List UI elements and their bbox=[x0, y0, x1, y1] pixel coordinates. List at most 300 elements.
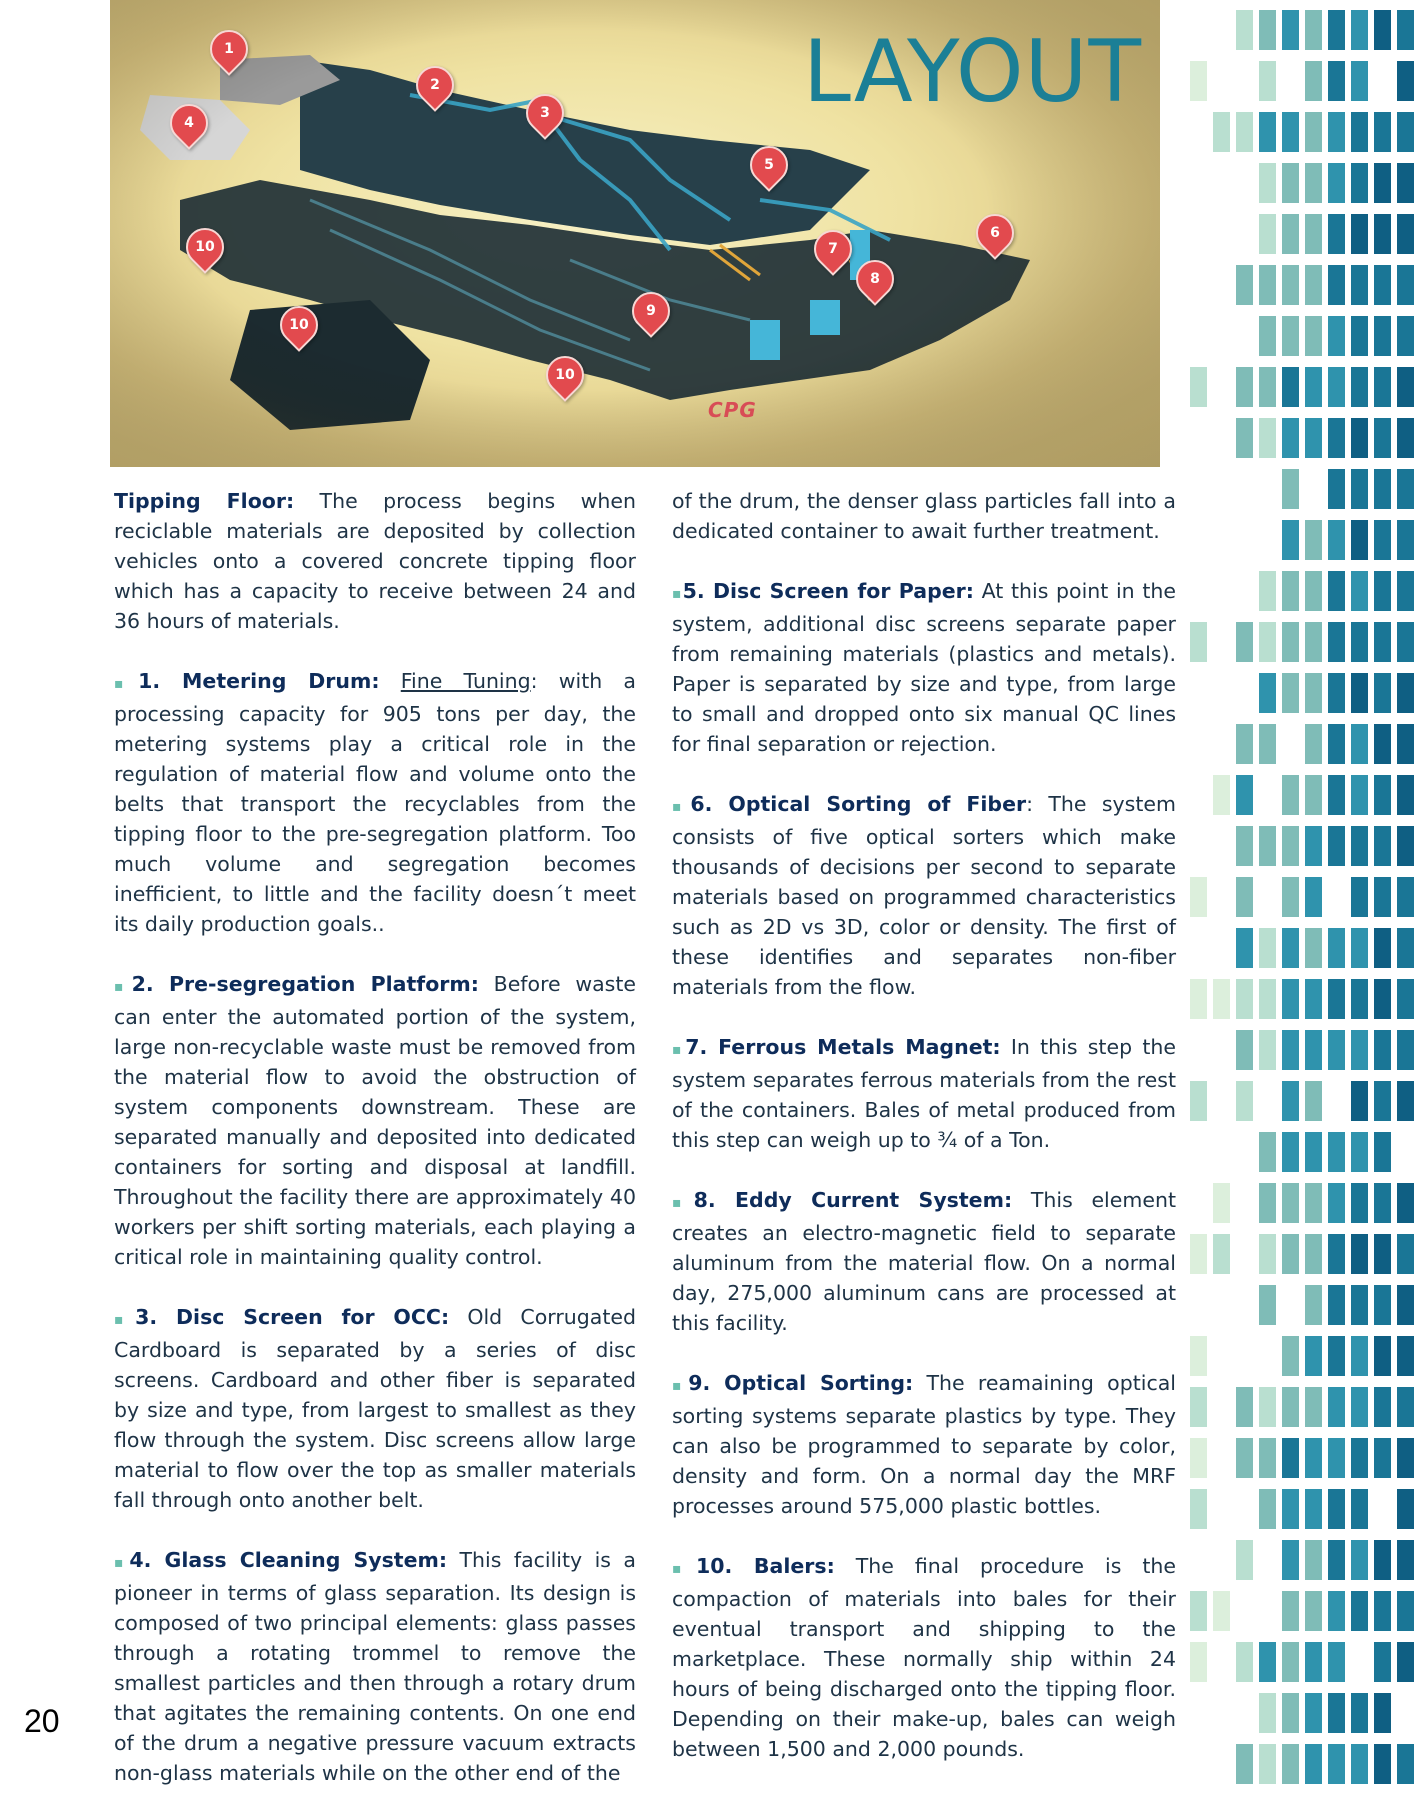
mosaic-tile bbox=[1328, 1693, 1345, 1733]
section-body: The reamaining optical sorting systems separate plastics by type. They can also be programmed to separate by color, density and form. On a normal day the MRF processes around 575,000 plastic bottles. bbox=[672, 1371, 1176, 1518]
mosaic-tile bbox=[1397, 418, 1414, 458]
mosaic-tile bbox=[1397, 877, 1414, 917]
mosaic-tile bbox=[1374, 418, 1391, 458]
mosaic-tile bbox=[1305, 622, 1322, 662]
mosaic-tile bbox=[1259, 673, 1276, 713]
map-pin-10c: 10 bbox=[538, 348, 592, 402]
mosaic-tile bbox=[1374, 214, 1391, 254]
mosaic-tile bbox=[1259, 1642, 1276, 1682]
mosaic-tile bbox=[1282, 469, 1299, 509]
section-heading: 7. Ferrous Metals Magnet: bbox=[685, 1035, 1001, 1059]
mosaic-tile bbox=[1374, 367, 1391, 407]
mosaic-tile bbox=[1282, 1489, 1299, 1529]
section-heading: 1. Metering Drum: bbox=[138, 669, 380, 693]
mosaic-tile bbox=[1213, 979, 1230, 1019]
section-body: This element creates an electro-magnetic field to separate aluminum from the material flow. On a normal day, 275,000 aluminum cans are processed at this facility. bbox=[672, 1188, 1176, 1335]
bullet-icon: ▪ bbox=[114, 676, 139, 692]
mosaic-tile bbox=[1374, 1540, 1391, 1580]
mosaic-tile bbox=[1397, 1744, 1414, 1784]
mosaic-tile bbox=[1374, 571, 1391, 611]
mosaic-tile bbox=[1328, 61, 1345, 101]
section-metering-drum bbox=[114, 666, 636, 939]
cpg-logo: CPG bbox=[708, 398, 757, 422]
mosaic-tile bbox=[1305, 1081, 1322, 1121]
mosaic-tile bbox=[1397, 1438, 1414, 1478]
mosaic-tile bbox=[1397, 1489, 1414, 1529]
mosaic-tile bbox=[1374, 265, 1391, 305]
map-pin-10b: 10 bbox=[272, 298, 326, 352]
mosaic-tile bbox=[1282, 826, 1299, 866]
mosaic-tile bbox=[1282, 1081, 1299, 1121]
mosaic-tile bbox=[1236, 928, 1253, 968]
mosaic-tile bbox=[1328, 1438, 1345, 1478]
mosaic-tile bbox=[1259, 1183, 1276, 1223]
mosaic-tile bbox=[1374, 1438, 1391, 1478]
mosaic-tile bbox=[1305, 1642, 1322, 1682]
mosaic-tile bbox=[1351, 1489, 1368, 1529]
section-ferrous-magnet bbox=[672, 1032, 1176, 1155]
mosaic-tile bbox=[1397, 979, 1414, 1019]
mosaic-tile bbox=[1259, 622, 1276, 662]
mosaic-tile bbox=[1190, 1081, 1207, 1121]
mosaic-tile bbox=[1259, 418, 1276, 458]
mosaic-tile bbox=[1328, 826, 1345, 866]
section-heading: 6. Optical Sorting of Fiber bbox=[690, 792, 1027, 816]
mosaic-tile bbox=[1374, 775, 1391, 815]
mosaic-tile bbox=[1397, 1183, 1414, 1223]
mosaic-tile bbox=[1305, 1285, 1322, 1325]
mosaic-tile bbox=[1282, 877, 1299, 917]
mosaic-tile bbox=[1305, 1387, 1322, 1427]
section-body: The final procedure is the compaction of materials into bales for their eventual transport and shipping to the marketplace. These normally ship within 24 hours of being discharged onto the tipping floor. Depending on their make-up, bales can weigh between 1,500 and 2,000 pounds. bbox=[672, 1554, 1176, 1761]
mosaic-tile bbox=[1351, 469, 1368, 509]
mosaic-tile bbox=[1328, 112, 1345, 152]
mosaic-tile bbox=[1282, 775, 1299, 815]
mosaic-tile bbox=[1328, 367, 1345, 407]
mosaic-tile bbox=[1236, 622, 1253, 662]
mosaic-tile bbox=[1305, 316, 1322, 356]
section-body: This facility is a pioneer in terms of glass separation. Its design is composed of two principal elements: glass passes through a rotating trommel to remove the smallest particles and then through a rotary drum that agitates the remaining contents. On one end of the drum a negative pressure vacuum extracts non-glass materials while on the other end of the bbox=[114, 1548, 636, 1785]
mosaic-tile bbox=[1374, 826, 1391, 866]
section-body: : with a processing capacity for 905 tons per day, the metering systems play a critical role in the regulation of material flow and volume onto the belts that transport the recyclables from the tipping floor to the pre-segregation platform. Too much volume and segregation becomes inefficient, to little and the facility doesn´t meet its daily production goals.. bbox=[114, 669, 636, 936]
section-heading: 8. Eddy Current System: bbox=[693, 1188, 1013, 1212]
mosaic-tile bbox=[1397, 724, 1414, 764]
mosaic-tile bbox=[1374, 316, 1391, 356]
mosaic-tile bbox=[1259, 1387, 1276, 1427]
mosaic-tile bbox=[1259, 1693, 1276, 1733]
mosaic-tile bbox=[1351, 520, 1368, 560]
map-pin-6: 6 bbox=[968, 206, 1022, 260]
section-optical-sorting bbox=[672, 1368, 1176, 1521]
mosaic-tile bbox=[1305, 979, 1322, 1019]
mosaic-tile bbox=[1282, 1744, 1299, 1784]
mosaic-tile bbox=[1282, 214, 1299, 254]
mosaic-tile bbox=[1282, 673, 1299, 713]
section-heading: 5. Disc Screen for Paper: bbox=[682, 579, 974, 603]
mosaic-tile bbox=[1351, 163, 1368, 203]
mosaic-tile bbox=[1328, 1285, 1345, 1325]
mosaic-tile bbox=[1305, 61, 1322, 101]
section-optical-fiber bbox=[672, 789, 1176, 1002]
mosaic-tile bbox=[1190, 1336, 1207, 1376]
mosaic-tile bbox=[1374, 1744, 1391, 1784]
mosaic-tile bbox=[1351, 1387, 1368, 1427]
mosaic-tile bbox=[1351, 673, 1368, 713]
mosaic-tile bbox=[1305, 418, 1322, 458]
mosaic-tile bbox=[1374, 112, 1391, 152]
mosaic-tile bbox=[1374, 163, 1391, 203]
mosaic-tile bbox=[1282, 1693, 1299, 1733]
mosaic-tile bbox=[1190, 1591, 1207, 1631]
mosaic-tile bbox=[1374, 928, 1391, 968]
bullet-icon: ▪ bbox=[672, 1561, 696, 1577]
mosaic-tile bbox=[1328, 520, 1345, 560]
mosaic-tile bbox=[1351, 1744, 1368, 1784]
section-body: Before waste can enter the automated portion of the system, large non-recyclable waste must be removed from the material flow to avoid the obstruction of system components downstream. These are separated manually and deposited into dedicated containers for sorting and disposal at landfill. Throughout the facility there are approximately 40 workers per shift sorting materials, each playing a critical role in maintaining quality control. bbox=[114, 972, 636, 1269]
mosaic-tile bbox=[1236, 112, 1253, 152]
mosaic-tile bbox=[1328, 1744, 1345, 1784]
mosaic-tile bbox=[1259, 1234, 1276, 1274]
mosaic-tile bbox=[1351, 877, 1368, 917]
mosaic-tile bbox=[1397, 112, 1414, 152]
mosaic-tile bbox=[1282, 1030, 1299, 1070]
mosaic-tile bbox=[1328, 316, 1345, 356]
mosaic-tile bbox=[1328, 775, 1345, 815]
mosaic-tile bbox=[1397, 265, 1414, 305]
mosaic-tile bbox=[1190, 1489, 1207, 1529]
mosaic-tile bbox=[1305, 1591, 1322, 1631]
mosaic-tile bbox=[1282, 1183, 1299, 1223]
mosaic-tile bbox=[1374, 1591, 1391, 1631]
mosaic-tile bbox=[1351, 10, 1368, 50]
mosaic-tile bbox=[1190, 622, 1207, 662]
mosaic-tile bbox=[1351, 775, 1368, 815]
map-pin-2: 2 bbox=[408, 58, 462, 112]
mosaic-tile bbox=[1351, 1234, 1368, 1274]
mosaic-tile bbox=[1305, 1540, 1322, 1580]
mosaic-tile bbox=[1282, 112, 1299, 152]
mosaic-tile bbox=[1259, 979, 1276, 1019]
mosaic-tile bbox=[1328, 673, 1345, 713]
mosaic-tile bbox=[1374, 979, 1391, 1019]
section-eddy-current bbox=[672, 1185, 1176, 1338]
mosaic-tile bbox=[1374, 1387, 1391, 1427]
mosaic-tile bbox=[1282, 316, 1299, 356]
mosaic-tile bbox=[1282, 163, 1299, 203]
mosaic-tile bbox=[1190, 877, 1207, 917]
mosaic-tile bbox=[1282, 520, 1299, 560]
mosaic-tile bbox=[1397, 1387, 1414, 1427]
mosaic-tile bbox=[1305, 1693, 1322, 1733]
mosaic-tile bbox=[1328, 1234, 1345, 1274]
mosaic-tile bbox=[1328, 1183, 1345, 1223]
section-heading: 9. Optical Sorting: bbox=[688, 1371, 914, 1395]
section-pre-segregation bbox=[114, 969, 636, 1272]
mosaic-tile bbox=[1305, 10, 1322, 50]
mosaic-tile bbox=[1305, 112, 1322, 152]
mosaic-tile bbox=[1305, 1030, 1322, 1070]
mosaic-tile bbox=[1397, 673, 1414, 713]
mosaic-tile bbox=[1213, 1183, 1230, 1223]
section-tipping-floor bbox=[114, 486, 636, 636]
mosaic-tile bbox=[1351, 1438, 1368, 1478]
mosaic-tile bbox=[1374, 469, 1391, 509]
mosaic-tile bbox=[1259, 61, 1276, 101]
mosaic-tile bbox=[1282, 1336, 1299, 1376]
mosaic-tile bbox=[1236, 1642, 1253, 1682]
mosaic-tile bbox=[1305, 1336, 1322, 1376]
section-glass-cleaning bbox=[114, 1545, 636, 1788]
mosaic-tile bbox=[1282, 622, 1299, 662]
mosaic-tile bbox=[1305, 214, 1322, 254]
mosaic-tile bbox=[1259, 1132, 1276, 1172]
mosaic-tile bbox=[1282, 571, 1299, 611]
mosaic-tile bbox=[1374, 1693, 1391, 1733]
mosaic-tile bbox=[1282, 928, 1299, 968]
mosaic-tile bbox=[1282, 1438, 1299, 1478]
mosaic-tile bbox=[1351, 622, 1368, 662]
mosaic-tile bbox=[1397, 520, 1414, 560]
mosaic-tile bbox=[1305, 265, 1322, 305]
mosaic-tile bbox=[1397, 1591, 1414, 1631]
mosaic-tile bbox=[1374, 1030, 1391, 1070]
mosaic-tile bbox=[1328, 1030, 1345, 1070]
mosaic-tile bbox=[1282, 265, 1299, 305]
mosaic-tile bbox=[1305, 928, 1322, 968]
page-number: 20 bbox=[24, 1703, 60, 1739]
mosaic-tile bbox=[1328, 1336, 1345, 1376]
mosaic-tile bbox=[1328, 418, 1345, 458]
mosaic-tile bbox=[1259, 724, 1276, 764]
mosaic-tile bbox=[1351, 1285, 1368, 1325]
mosaic-tile bbox=[1259, 1285, 1276, 1325]
section-body: At this point in the system, additional disc screens separate paper from remaining materials (plastics and metals). Paper is separated by size and type, from large to small and dropped onto six manual QC lines for final separation or rejection. bbox=[672, 579, 1176, 756]
mosaic-tile bbox=[1236, 1540, 1253, 1580]
map-pin-3: 3 bbox=[518, 86, 572, 140]
mosaic-tile bbox=[1328, 571, 1345, 611]
mosaic-tile bbox=[1328, 10, 1345, 50]
mosaic-tile bbox=[1236, 877, 1253, 917]
mosaic-tile bbox=[1328, 928, 1345, 968]
mosaic-tile bbox=[1397, 1642, 1414, 1682]
mosaic-tile bbox=[1328, 1591, 1345, 1631]
mosaic-tile bbox=[1236, 367, 1253, 407]
mosaic-tile bbox=[1213, 1591, 1230, 1631]
section-disc-screen-occ bbox=[114, 1302, 636, 1515]
map-pin-1: 1 bbox=[202, 22, 256, 76]
mosaic-tile bbox=[1397, 571, 1414, 611]
mosaic-tile bbox=[1351, 418, 1368, 458]
section-heading: Tipping Floor: bbox=[114, 489, 295, 513]
mosaic-tile bbox=[1374, 724, 1391, 764]
mosaic-tile bbox=[1305, 520, 1322, 560]
mosaic-tile bbox=[1374, 1081, 1391, 1121]
mosaic-tile bbox=[1328, 1540, 1345, 1580]
mosaic-tile bbox=[1236, 1744, 1253, 1784]
mosaic-tile bbox=[1259, 265, 1276, 305]
mosaic-tile bbox=[1190, 61, 1207, 101]
mosaic-tile bbox=[1305, 724, 1322, 764]
mosaic-tile bbox=[1397, 1336, 1414, 1376]
section-heading: 2. Pre-segregation Platform: bbox=[131, 972, 479, 996]
mosaic-tile bbox=[1328, 1489, 1345, 1529]
mosaic-tile bbox=[1397, 214, 1414, 254]
mosaic-tile bbox=[1259, 163, 1276, 203]
bullet-icon: ▪ bbox=[114, 1312, 136, 1328]
bullet-icon: ▪ bbox=[672, 1195, 694, 1211]
mosaic-tile bbox=[1305, 1132, 1322, 1172]
mosaic-tile bbox=[1305, 1183, 1322, 1223]
map-pin-5: 5 bbox=[742, 138, 796, 192]
mosaic-tile bbox=[1305, 775, 1322, 815]
mosaic-tile bbox=[1282, 1234, 1299, 1274]
mosaic-tile bbox=[1259, 214, 1276, 254]
mosaic-tile bbox=[1282, 1387, 1299, 1427]
mosaic-tile bbox=[1213, 775, 1230, 815]
mosaic-tile bbox=[1397, 61, 1414, 101]
mosaic-tile bbox=[1190, 1387, 1207, 1427]
mosaic-tile bbox=[1351, 571, 1368, 611]
mosaic-tile bbox=[1351, 1081, 1368, 1121]
mosaic-tile bbox=[1259, 1489, 1276, 1529]
mosaic-tile bbox=[1305, 673, 1322, 713]
mosaic-tile bbox=[1236, 979, 1253, 1019]
mosaic-tile bbox=[1397, 1540, 1414, 1580]
mosaic-tile bbox=[1328, 1132, 1345, 1172]
mosaic-tile bbox=[1190, 979, 1207, 1019]
bullet-icon: ▪ bbox=[114, 1555, 130, 1571]
mosaic-tile bbox=[1236, 418, 1253, 458]
mosaic-tile bbox=[1397, 826, 1414, 866]
mosaic-tile bbox=[1351, 1030, 1368, 1070]
mosaic-tile bbox=[1305, 1234, 1322, 1274]
mosaic-tile bbox=[1236, 1081, 1253, 1121]
mosaic-tile bbox=[1236, 265, 1253, 305]
bullet-icon: ▪ bbox=[672, 586, 683, 602]
text-column-left bbox=[114, 486, 636, 1818]
mosaic-tile bbox=[1305, 1744, 1322, 1784]
mosaic-tile bbox=[1259, 1438, 1276, 1478]
fine-tuning-label: Fine Tuning bbox=[400, 669, 531, 693]
mosaic-tile bbox=[1305, 877, 1322, 917]
mosaic-tile bbox=[1328, 163, 1345, 203]
mosaic-tile bbox=[1282, 1540, 1299, 1580]
mosaic-tile bbox=[1374, 1132, 1391, 1172]
mosaic-tile bbox=[1259, 1030, 1276, 1070]
mosaic-tile bbox=[1236, 826, 1253, 866]
mosaic-tile bbox=[1351, 61, 1368, 101]
mosaic-tile bbox=[1351, 826, 1368, 866]
map-pin-10a: 10 bbox=[178, 220, 232, 274]
mosaic-tile bbox=[1305, 367, 1322, 407]
map-pin-4: 4 bbox=[162, 96, 216, 150]
bullet-icon: ▪ bbox=[672, 1378, 689, 1394]
mosaic-tile bbox=[1305, 163, 1322, 203]
mosaic-tile bbox=[1397, 469, 1414, 509]
mosaic-tile bbox=[1259, 1744, 1276, 1784]
mosaic-tile bbox=[1397, 316, 1414, 356]
mosaic-tile bbox=[1236, 724, 1253, 764]
mosaic-tile bbox=[1213, 112, 1230, 152]
mosaic-tile bbox=[1213, 1234, 1230, 1274]
mosaic-tile bbox=[1374, 1183, 1391, 1223]
mosaic-tile bbox=[1397, 1285, 1414, 1325]
section-body: : The system consists of five optical sorters which make thousands of decisions per second to separate materials based on programmed characteristics such as 2D vs 3D, color or density. The first of these identifies and separates non-fiber materials from the flow. bbox=[672, 792, 1176, 999]
mosaic-tile bbox=[1236, 10, 1253, 50]
mosaic-tile bbox=[1351, 265, 1368, 305]
mosaic-tile bbox=[1305, 826, 1322, 866]
mosaic-tile bbox=[1374, 1285, 1391, 1325]
mosaic-tile bbox=[1397, 622, 1414, 662]
mosaic-tile bbox=[1374, 10, 1391, 50]
mosaic-tile bbox=[1374, 877, 1391, 917]
mosaic-tile bbox=[1282, 1132, 1299, 1172]
mosaic-tile bbox=[1259, 316, 1276, 356]
mosaic-tile bbox=[1351, 1132, 1368, 1172]
mosaic-tile bbox=[1397, 10, 1414, 50]
mosaic-tile bbox=[1374, 622, 1391, 662]
mosaic-tile bbox=[1236, 1030, 1253, 1070]
mosaic-tile bbox=[1259, 10, 1276, 50]
mosaic-tile bbox=[1282, 10, 1299, 50]
mosaic-tile bbox=[1374, 1642, 1391, 1682]
mosaic-tile bbox=[1351, 1591, 1368, 1631]
mosaic-tile bbox=[1328, 979, 1345, 1019]
mosaic-tile bbox=[1305, 1489, 1322, 1529]
mosaic-tile bbox=[1374, 673, 1391, 713]
section-heading: 4. Glass Cleaning System: bbox=[129, 1548, 448, 1572]
mosaic-tile bbox=[1328, 1387, 1345, 1427]
mosaic-tile bbox=[1351, 316, 1368, 356]
layout-hero-image bbox=[110, 0, 1160, 467]
mosaic-tile bbox=[1374, 1336, 1391, 1376]
mosaic-tile bbox=[1190, 367, 1207, 407]
mosaic-tile bbox=[1328, 214, 1345, 254]
mosaic-tile bbox=[1282, 979, 1299, 1019]
mosaic-tile bbox=[1374, 1234, 1391, 1274]
page-title: LAYOUT bbox=[802, 22, 1142, 122]
map-pin-9: 9 bbox=[624, 284, 678, 338]
mosaic-tile bbox=[1397, 367, 1414, 407]
section-body: In this step the system separates ferrous materials from the rest of the containers. Bales of metal produced from this step can weigh up to ¾ of a Ton. bbox=[672, 1035, 1176, 1152]
mosaic-tile bbox=[1351, 112, 1368, 152]
mosaic-tile bbox=[1282, 1642, 1299, 1682]
mosaic-tile bbox=[1190, 1234, 1207, 1274]
mosaic-tile bbox=[1236, 1387, 1253, 1427]
mosaic-tile bbox=[1328, 622, 1345, 662]
mosaic-tile bbox=[1282, 367, 1299, 407]
mosaic-tile bbox=[1259, 928, 1276, 968]
mosaic-tile bbox=[1236, 1438, 1253, 1478]
mosaic-tile bbox=[1259, 826, 1276, 866]
mosaic-tile bbox=[1351, 979, 1368, 1019]
section-heading: 3. Disc Screen for OCC: bbox=[135, 1305, 450, 1329]
mosaic-tile bbox=[1351, 724, 1368, 764]
map-pin-8: 8 bbox=[848, 252, 902, 306]
mosaic-tile bbox=[1328, 724, 1345, 764]
mosaic-tile bbox=[1351, 1693, 1368, 1733]
text-column-right bbox=[672, 486, 1176, 1794]
mosaic-tile bbox=[1374, 520, 1391, 560]
section-body: The process begins when reciclable materials are deposited by collection vehicles onto a covered concrete tipping floor which has a capacity to receive between 24 and 36 hours of materials. bbox=[114, 489, 636, 633]
section-heading: 10. Balers: bbox=[695, 1554, 835, 1578]
mosaic-tile bbox=[1236, 775, 1253, 815]
mosaic-tile bbox=[1397, 1081, 1414, 1121]
mosaic-tile bbox=[1351, 1183, 1368, 1223]
bullet-icon: ▪ bbox=[672, 799, 691, 815]
mosaic-tile bbox=[1351, 1336, 1368, 1376]
mosaic-tile bbox=[1351, 367, 1368, 407]
